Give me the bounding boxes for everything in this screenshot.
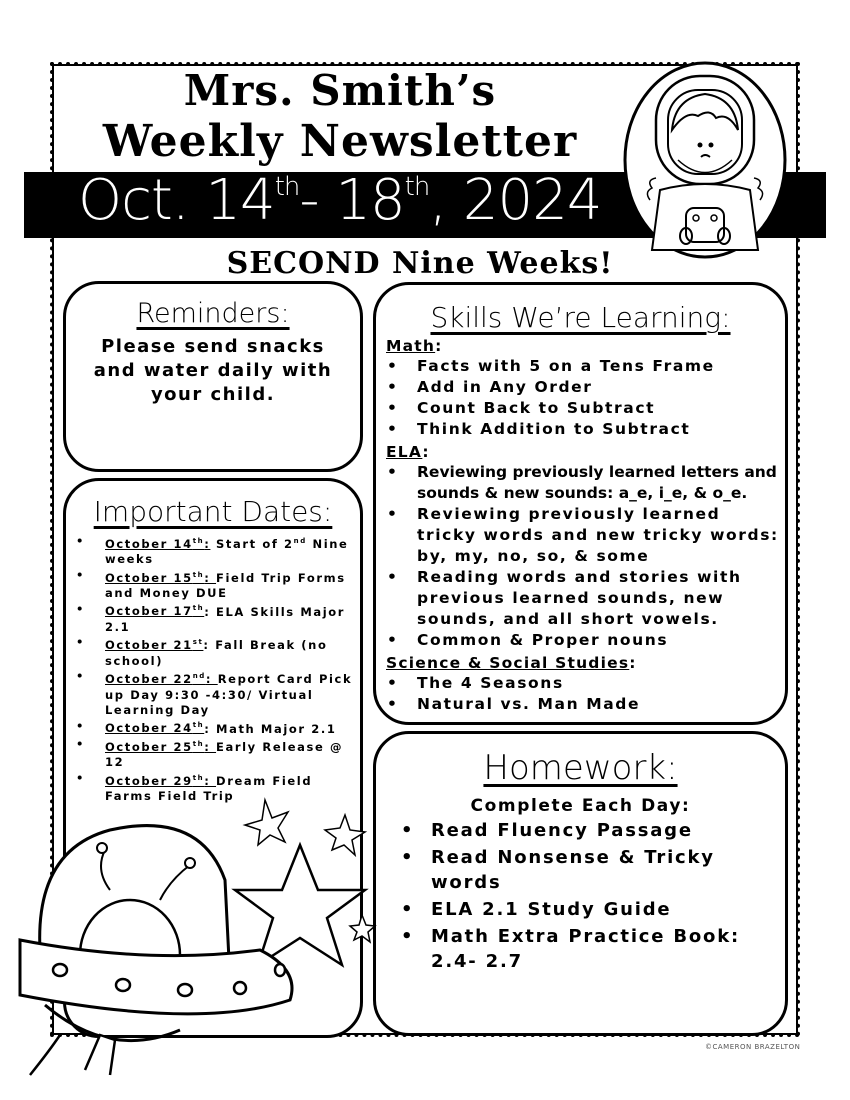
date-year: , 2024 xyxy=(429,168,602,233)
date-item: • October 29th: Dream Field Farms Field Trip xyxy=(72,771,360,805)
date-item: • October 25th: Early Release @ 12 xyxy=(72,737,360,771)
skills-section-heading-ela: ELA: xyxy=(386,443,430,461)
skills-title: Skills We’re Learning: xyxy=(430,301,731,334)
skill-item: • The 4 Seasons xyxy=(386,673,785,694)
homework-item: • ELA 2.1 Study Guide xyxy=(398,897,785,922)
important-dates-list xyxy=(72,534,360,805)
date-item: • October 17th: ELA Skills Major 2.1 xyxy=(72,602,360,636)
homework-item: • Read Nonsense & Tricky words xyxy=(398,845,785,895)
astronaut-girl-icon xyxy=(620,60,790,265)
homework-list xyxy=(398,818,785,974)
date-range xyxy=(78,168,601,233)
reminders-body: Please send snacks and water daily with your child. xyxy=(93,336,333,405)
date-start-suffix: th xyxy=(274,172,300,202)
date-end-suffix: th xyxy=(404,172,430,202)
skills-box xyxy=(373,282,788,725)
skill-item: • Facts with 5 on a Tens Frame xyxy=(386,356,785,377)
star-icon xyxy=(235,800,375,965)
date-end: - 18 xyxy=(299,168,405,233)
skill-item: • Add in Any Order xyxy=(386,377,785,398)
homework-box xyxy=(373,731,788,1036)
skills-ela-list xyxy=(386,462,785,651)
date-item: • October 14th: Start of 2nd Nine weeks xyxy=(72,534,360,568)
skills-section-heading-science: Science & Social Studies: xyxy=(386,654,637,672)
important-dates-title: Important Dates: xyxy=(93,495,333,528)
homework-item: • Read Fluency Passage xyxy=(398,818,785,843)
homework-item: • Math Extra Practice Book: 2.4- 2.7 xyxy=(398,924,785,974)
ufo-alien-icon xyxy=(0,790,380,1080)
skill-item: • Count Back to Subtract xyxy=(386,398,785,419)
homework-title: Homework: xyxy=(483,748,678,788)
skills-science-list xyxy=(386,673,785,715)
skill-item: • Reviewing previously learned letters and sounds & new sounds: a_e, i_e, & o_e. xyxy=(386,462,785,504)
reminders-title: Reminders: xyxy=(136,298,290,329)
skill-item: • Common & Proper nouns xyxy=(386,630,785,651)
copyright-credit: ©CAMERON BRAZELTON xyxy=(705,1043,801,1051)
newsletter-title-line2: Weekly Newsletter xyxy=(102,116,578,167)
date-start: Oct. 14 xyxy=(78,168,275,233)
skills-math-list xyxy=(386,356,785,440)
date-item: • October 21st: Fall Break (no school) xyxy=(72,635,360,669)
newsletter-title-line1: Mrs. Smith’s xyxy=(183,66,497,115)
skills-section-heading-math: Math: xyxy=(386,337,443,355)
grading-period-subtitle: SECOND Nine Weeks! xyxy=(226,246,614,281)
date-item: • October 15th: Field Trip Forms and Money DUE xyxy=(72,568,360,602)
homework-lead: Complete Each Day: xyxy=(470,796,691,816)
skill-item: • Reviewing previously learned tricky words and new tricky words: by, my, no, so, & some xyxy=(386,504,785,567)
reminders-box xyxy=(63,281,363,472)
date-item: • October 24th: Math Major 2.1 xyxy=(72,719,360,737)
skill-item: • Think Addition to Subtract xyxy=(386,419,785,440)
skill-item: • Natural vs. Man Made xyxy=(386,694,785,715)
date-item: • October 22nd: Report Card Pick up Day 9:30 -4:30/ Virtual Learning Day xyxy=(72,669,360,718)
skill-item: • Reading words and stories with previous learned sounds, new sounds, and all short vowels. xyxy=(386,567,785,630)
